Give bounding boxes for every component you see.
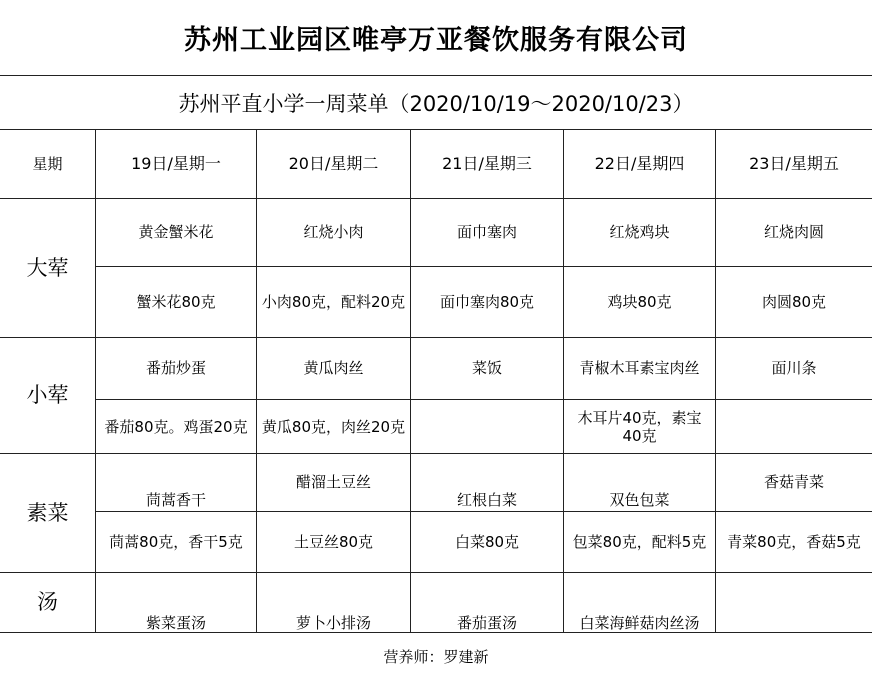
dish-name: 醋溜土豆丝 <box>295 473 371 491</box>
dish-spec: 小肉80克，配料20克 <box>261 293 406 311</box>
dish-spec: 白菜80克 <box>454 533 520 551</box>
dish-spec: 茼蒿80克，香干5克 <box>109 533 243 551</box>
weekday-header-label: 星期 <box>32 154 63 173</box>
dish-name: 面川条 <box>771 359 817 377</box>
dish-spec: 面巾塞肉80克 <box>439 293 535 311</box>
dish-spec: 包菜80克，配料5克 <box>572 533 707 551</box>
day-header: 21日/星期三 <box>442 153 532 173</box>
category-label: 汤 <box>37 590 58 614</box>
dish-spec <box>411 400 563 453</box>
dish-name: 红根白菜 <box>456 491 517 509</box>
dish-name: 面巾塞肉 <box>456 223 517 241</box>
dish-spec: 黄瓜80克，肉丝20克 <box>261 417 406 436</box>
dish-spec: 番茄80克。鸡蛋20克 <box>104 417 248 436</box>
category-label: 小荤 <box>26 383 69 407</box>
dish-name: 双色包菜 <box>609 491 670 509</box>
dish-spec: 鸡块80克 <box>607 293 672 311</box>
company-title: 苏州工业园区唯亭万亚餐饮服务有限公司 <box>184 25 688 56</box>
day-header: 20日/星期二 <box>288 153 379 173</box>
dish-spec: 蟹米花80克 <box>136 293 216 311</box>
dish-name: 香菇青菜 <box>763 473 824 491</box>
day-header: 19日/星期一 <box>131 153 221 173</box>
dish-name: 菜饭 <box>471 359 502 377</box>
dish-name: 青椒木耳素宝肉丝 <box>579 359 700 377</box>
dish-name: 黄金蟹米花 <box>138 223 214 241</box>
day-header: 23日/星期五 <box>749 153 839 173</box>
dish-name: 黄瓜肉丝 <box>303 359 364 377</box>
dish-spec <box>716 400 872 453</box>
dish-spec: 木耳片40克，素宝40克 <box>577 408 702 445</box>
dish-name: 紫菜蛋汤 <box>145 614 206 632</box>
dish-name: 红烧小肉 <box>303 223 364 241</box>
dish-spec: 青菜80克，香菇5克 <box>727 533 861 551</box>
dish-name: 红烧鸡块 <box>609 223 670 241</box>
dish-spec: 肉圆80克 <box>761 293 827 311</box>
category-label: 素菜 <box>26 500 69 525</box>
menu-subtitle: 苏州平直小学一周菜单（2020/10/19～2020/10/23） <box>178 91 694 116</box>
category-label: 大荤 <box>26 255 69 280</box>
day-header: 22日/星期四 <box>594 153 685 173</box>
dish-name: 红烧肉圆 <box>763 223 824 241</box>
dish-spec: 土豆丝80克 <box>293 533 374 551</box>
dish-name: 萝卜小排汤 <box>295 614 371 632</box>
dish-name: 茼蒿香干 <box>145 491 206 509</box>
dish-name <box>716 573 872 632</box>
grid-line <box>0 75 872 76</box>
dish-name: 白菜海鲜菇肉丝汤 <box>579 614 700 632</box>
dish-name: 番茄蛋汤 <box>456 614 517 632</box>
nutritionist-footer: 营养师：罗建新 <box>383 648 489 666</box>
dish-name: 番茄炒蛋 <box>145 359 206 377</box>
